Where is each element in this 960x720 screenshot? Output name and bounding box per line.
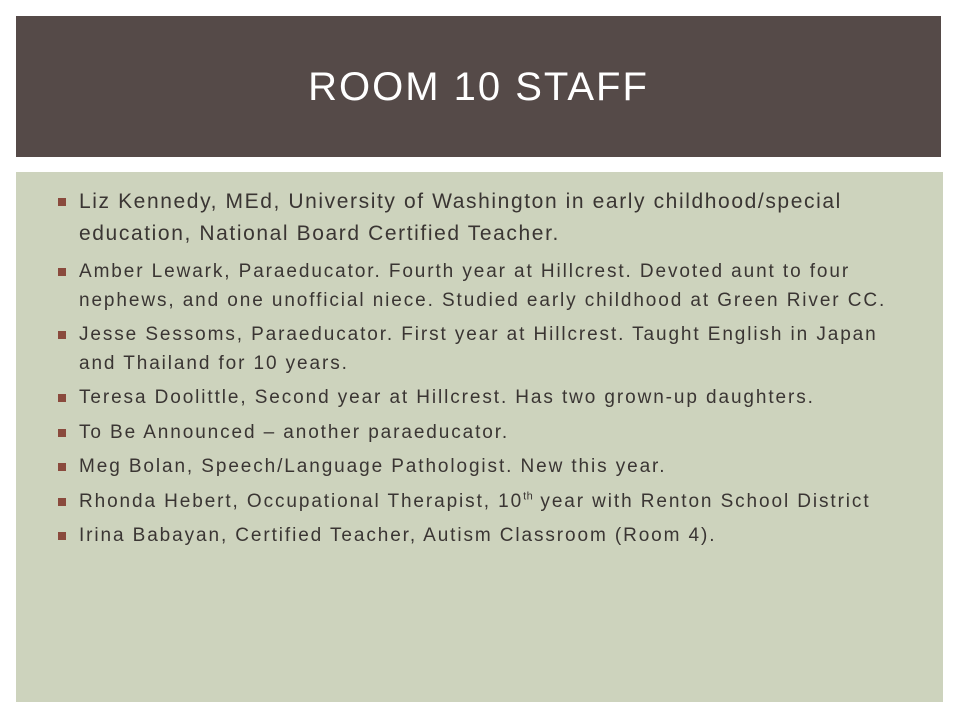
list-item	[58, 453, 918, 482]
bullet-square-icon	[58, 198, 66, 206]
list-item	[58, 321, 918, 378]
bullet-square-icon	[58, 331, 66, 339]
bullet-square-icon	[58, 268, 66, 276]
bullet-square-icon	[58, 429, 66, 437]
list-item-text: Liz Kennedy, MEd, University of Washington in early childhood/special education, National Board Certified Teacher.	[79, 190, 842, 245]
ordinal-suffix: th	[523, 490, 534, 503]
list-item	[58, 488, 918, 517]
list-item-text: Meg Bolan, Speech/Language Pathologist. New this year.	[79, 456, 667, 477]
list-item-text: Teresa Doolittle, Second year at Hillcrest. Has two grown-up daughters.	[79, 387, 815, 408]
list-item-text: Irina Babayan, Certified Teacher, Autism Classroom (Room 4).	[79, 525, 717, 546]
list-item-text-part: Rhonda Hebert, Occupational Therapist, 10	[79, 490, 524, 512]
list-item-text: Amber Lewark, Paraeducator. Fourth year at Hillcrest. Devoted aunt to four nephews, and one unofficial niece. Studied early childhood at Green River CC.	[79, 261, 887, 311]
list-item	[58, 384, 918, 413]
content-panel	[16, 172, 943, 702]
list-item-text	[79, 491, 871, 512]
bullet-square-icon	[58, 463, 66, 471]
staff-list	[58, 186, 918, 557]
list-item	[58, 419, 918, 448]
list-item-text-part: year with Renton School District	[533, 490, 871, 512]
slide-title: ROOM 10 STAFF	[308, 65, 649, 109]
bullet-square-icon	[58, 394, 66, 402]
list-item-text: To Be Announced – another paraeducator.	[79, 421, 510, 443]
list-item-text: Jesse Sessoms, Paraeducator. First year at Hillcrest. Taught English in Japan and Thailand for 10 years.	[79, 324, 878, 374]
list-item	[58, 186, 918, 250]
bullet-square-icon	[58, 498, 66, 506]
bullet-square-icon	[58, 532, 66, 540]
list-item	[58, 522, 918, 551]
title-band	[16, 16, 941, 157]
list-item	[58, 258, 918, 315]
